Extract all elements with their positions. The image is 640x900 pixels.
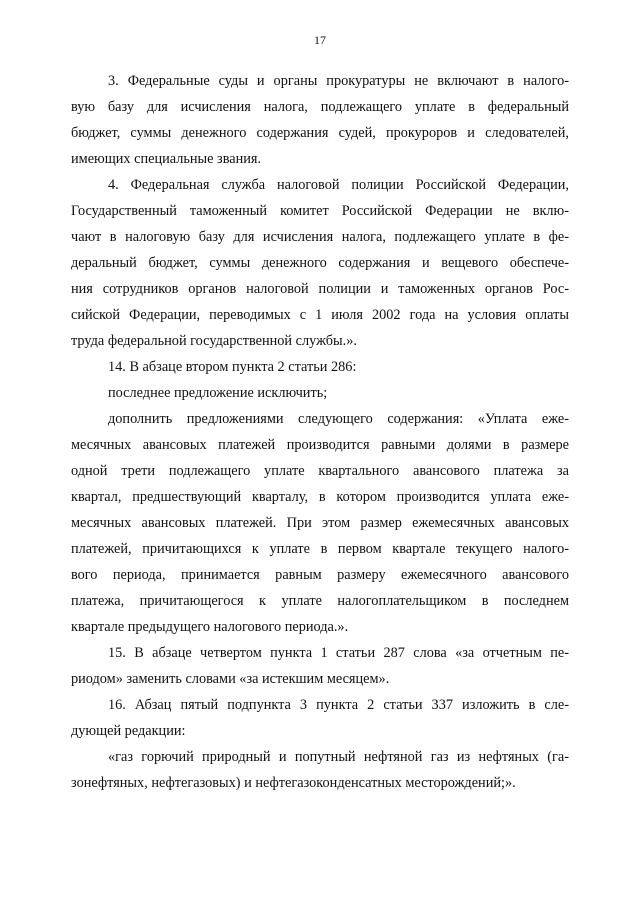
paragraph <box>71 354 569 380</box>
text-line: 3. Федеральные суды и органы прокуратуры не включают в налого- <box>108 73 569 89</box>
text-line: 14. В абзаце втором пункта 2 статьи 286: <box>108 359 357 375</box>
paragraph <box>71 380 569 406</box>
text-line: квартал, предшествующий кварталу, в котором производится уплата еже- <box>71 489 569 505</box>
text-line: 15. В абзаце четвертом пункта 1 статьи 287 слова «за отчетным пе- <box>108 645 569 661</box>
text-line: платежей, причитающихся к уплате в первом квартале текущего налого- <box>71 541 569 557</box>
text-line: месячных авансовых платежей. При этом размер ежемесячных авансовых <box>71 515 569 531</box>
text-line: месячных авансовых платежей производится равными долями в размере <box>71 437 569 453</box>
text-line: платежа, причитающегося к уплате налогоплательщиком в последнем <box>71 593 569 609</box>
text-line: риодом» заменить словами «за истекшим месяцем». <box>71 671 390 687</box>
paragraph <box>71 68 569 172</box>
paragraph <box>71 172 569 354</box>
text-line: вую базу для исчисления налога, подлежащего уплате в федеральный <box>71 99 569 115</box>
text-line: дующей редакции: <box>71 723 186 739</box>
text-line: одной трети подлежащего уплате квартального авансового платежа за <box>71 463 569 479</box>
paragraph <box>71 406 569 640</box>
text-line: чают в налоговую базу для исчисления налога, подлежащего уплате в фе- <box>71 229 569 245</box>
paragraph <box>71 744 569 796</box>
text-line: ния сотрудников органов налоговой полиции и таможенных органов Рос- <box>71 281 569 297</box>
text-line: последнее предложение исключить; <box>108 385 328 401</box>
text-line: труда федеральной государственной службы.». <box>71 333 357 349</box>
text-line: «газ горючий природный и попутный нефтяной газ из нефтяных (га- <box>108 749 569 765</box>
text-line: дополнить предложениями следующего содержания: «Уплата еже- <box>108 411 569 427</box>
document-body <box>71 68 569 796</box>
text-line: 4. Федеральная служба налоговой полиции Российской Федерации, <box>108 177 569 193</box>
text-line: сийской Федерации, переводимых с 1 июля 2002 года на условия оплаты <box>71 307 569 323</box>
page-number: 17 <box>314 33 326 47</box>
paragraph <box>71 692 569 744</box>
text-line: вого периода, принимается равным размеру ежемесячного авансового <box>71 567 569 583</box>
text-line: квартале предыдущего налогового периода.». <box>71 619 349 635</box>
text-line: Государственный таможенный комитет Российской Федерации не вклю- <box>71 203 569 219</box>
text-line: зонефтяных, нефтегазовых) и нефтегазоконденсатных месторождений;». <box>71 775 516 791</box>
paragraph <box>71 640 569 692</box>
text-line: бюджет, суммы денежного содержания судей, прокуроров и следователей, <box>71 125 569 141</box>
text-line: 16. Абзац пятый подпункта 3 пункта 2 статьи 337 изложить в сле- <box>108 697 569 713</box>
text-line: деральный бюджет, суммы денежного содержания и вещевого обеспече- <box>71 255 569 271</box>
text-line: имеющих специальные звания. <box>71 151 262 167</box>
